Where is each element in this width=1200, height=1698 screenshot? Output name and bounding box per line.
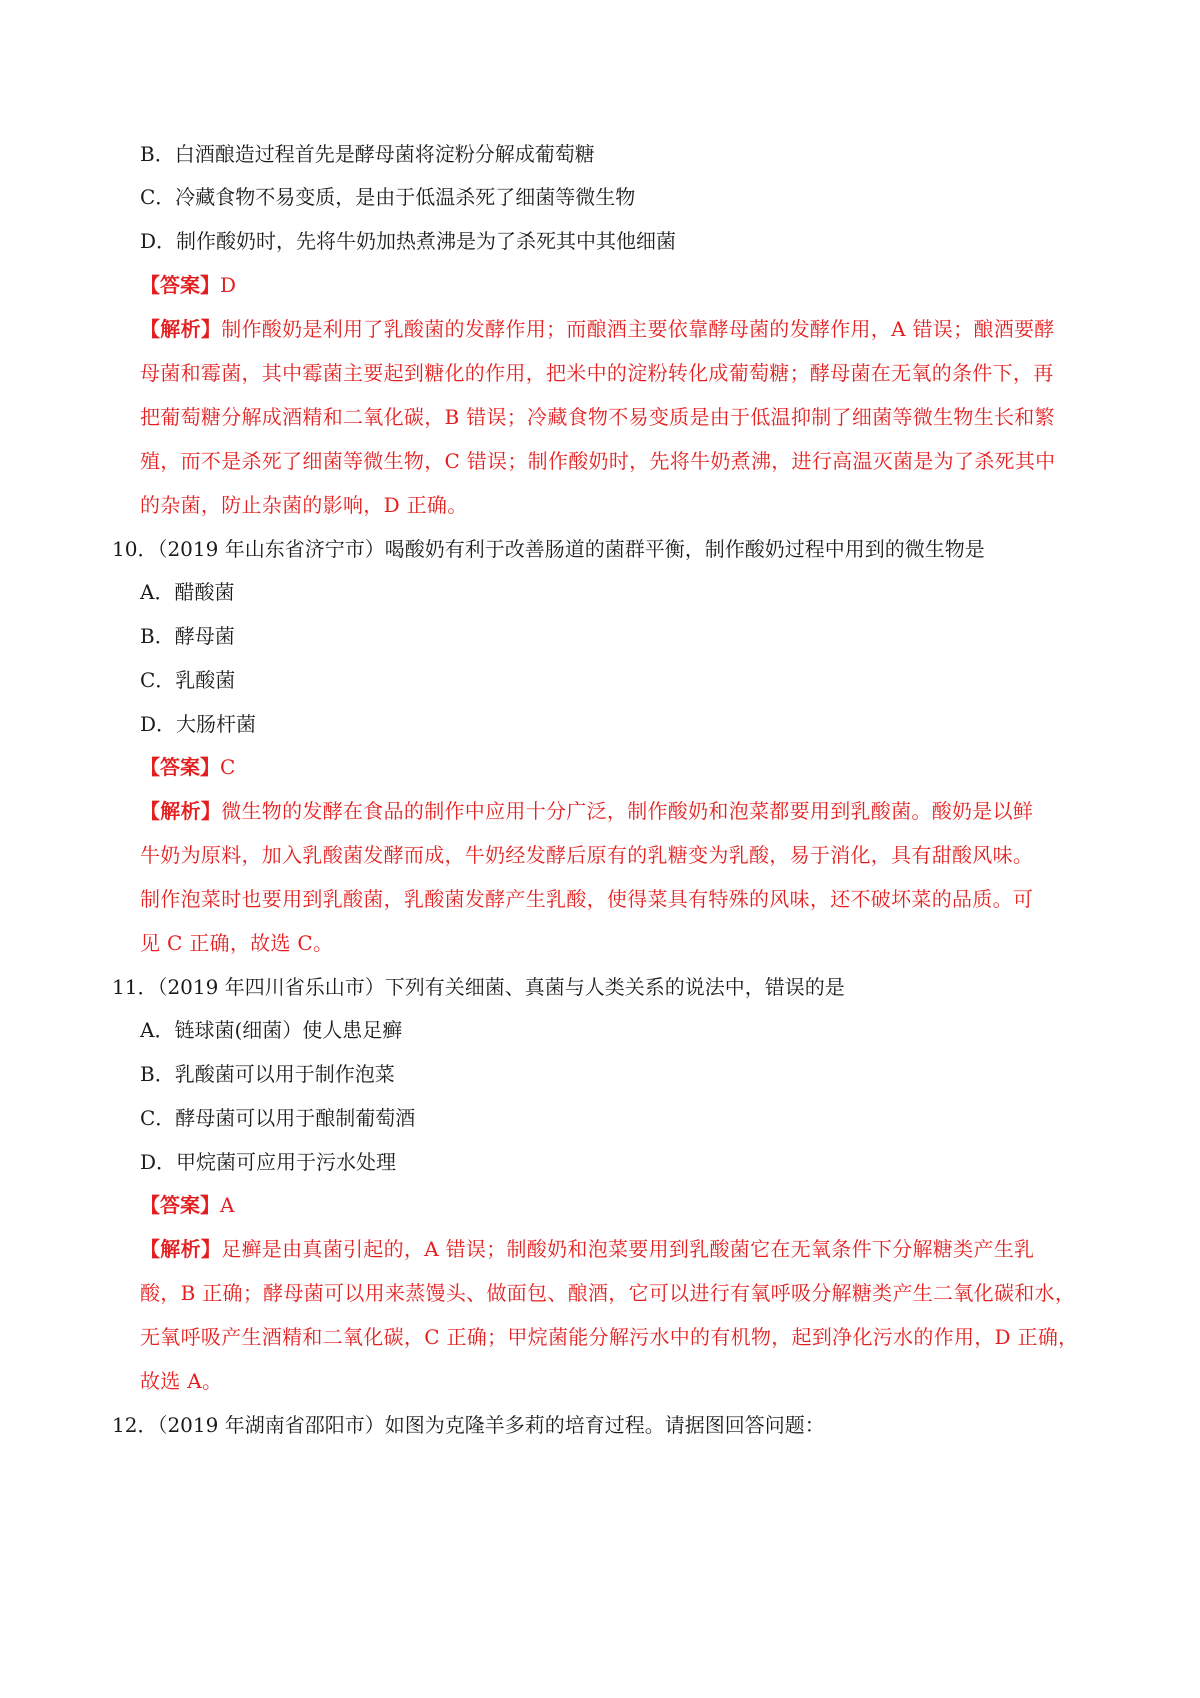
q10-answer — [140, 753, 235, 781]
explanation-text: 制作酸奶是利用了乳酸菌的发酵作用；而酿酒主要依靠酵母菌的发酵作用，A 错误；酿酒要酵 — [221, 317, 1055, 341]
question-10-stem: 10．（2019 年山东省济宁市）喝酸奶有利于改善肠道的菌群平衡，制作酸奶过程中用到的微生物是 — [112, 537, 985, 561]
q10-option-c: C．乳酸菌 — [140, 668, 236, 692]
q11-explanation-line: 无氧呼吸产生酒精和二氧化碳，C 正确；甲烷菌能分解污水中的有机物，起到净化污水的作用，D 正确， — [140, 1325, 1079, 1349]
q10-option-b: B．酵母菌 — [140, 624, 235, 648]
explanation-line: 把葡萄糖分解成酒精和二氧化碳，B 错误；冷藏食物不易变质是由于低温抑制了细菌等微生物生长和繁 — [140, 405, 1055, 429]
q11-explanation-line: 酸，B 正确；酵母菌可以用来蒸馒头、做面包、酿酒，它可以进行有氧呼吸分解糖类产生二氧化碳和水， — [140, 1281, 1076, 1305]
q11-explanation-line — [140, 1235, 1034, 1263]
explanation-line: 的杂菌，防止杂菌的影响，D 正确。 — [140, 493, 468, 517]
q10-explanation-line: 见 C 正确，故选 C。 — [140, 931, 334, 955]
q10-option-d: D．大肠杆菌 — [140, 712, 257, 736]
q10-option-a: A．醋酸菌 — [140, 580, 235, 604]
explanation-label: 【解析】 — [140, 1237, 222, 1261]
q11-option-a: A．链球菌(细菌）使人患足癣 — [140, 1018, 403, 1042]
answer — [140, 271, 236, 299]
q11-option-c: C．酵母菌可以用于酿制葡萄酒 — [140, 1106, 416, 1130]
q11-option-b: B．乳酸菌可以用于制作泡菜 — [140, 1062, 395, 1086]
explanation-line — [140, 315, 1055, 343]
q10-explanation-line — [140, 797, 1033, 825]
answer-label: 【答案】 — [140, 273, 220, 297]
answer-value: D — [220, 273, 237, 297]
answer-value: C — [220, 755, 236, 779]
q11-answer — [140, 1191, 234, 1219]
option-d: D．制作酸奶时，先将牛奶加热煮沸是为了杀死其中其他细菌 — [140, 229, 677, 253]
explanation-text: 足癣是由真菌引起的，A 错误；制酸奶和泡菜要用到乳酸菌它在无氧条件下分解糖类产生乳 — [221, 1237, 1035, 1261]
option-b: B．白酒酿造过程首先是酵母菌将淀粉分解成葡萄糖 — [140, 142, 595, 166]
q10-explanation-line: 制作泡菜时也要用到乳酸菌，乳酸菌发酵产生乳酸，使得菜具有特殊的风味，还不破坏菜的品质。可 — [140, 887, 1034, 911]
q10-explanation-line: 牛奶为原料，加入乳酸菌发酵而成，牛奶经发酵后原有的乳糖变为乳酸，易于消化，具有甜酸风味。 — [140, 843, 1034, 867]
explanation-line: 母菌和霉菌，其中霉菌主要起到糖化的作用，把米中的淀粉转化成葡萄糖；酵母菌在无氧的条件下，再 — [140, 361, 1054, 385]
question-11-stem: 11．（2019 年四川省乐山市）下列有关细菌、真菌与人类关系的说法中，错误的是 — [112, 975, 845, 999]
answer-label: 【答案】 — [140, 1193, 220, 1217]
answer-label: 【答案】 — [140, 755, 220, 779]
q11-option-d: D．甲烷菌可应用于污水处理 — [140, 1150, 397, 1174]
answer-value: A — [220, 1193, 235, 1217]
option-c: C．冷藏食物不易变质，是由于低温杀死了细菌等微生物 — [140, 185, 636, 209]
question-12-stem: 12．（2019 年湖南省邵阳市）如图为克隆羊多莉的培育过程。请据图回答问题： — [112, 1413, 825, 1437]
q11-explanation-line: 故选 A。 — [140, 1369, 223, 1393]
explanation-line: 殖，而不是杀死了细菌等微生物，C 错误；制作酸奶时，先将牛奶煮沸，进行高温灭菌是为了杀死其中 — [140, 449, 1056, 473]
explanation-text: 微生物的发酵在食品的制作中应用十分广泛，制作酸奶和泡菜都要用到乳酸菌。酸奶是以鲜 — [221, 799, 1034, 823]
explanation-label: 【解析】 — [140, 317, 222, 341]
explanation-label: 【解析】 — [140, 799, 222, 823]
